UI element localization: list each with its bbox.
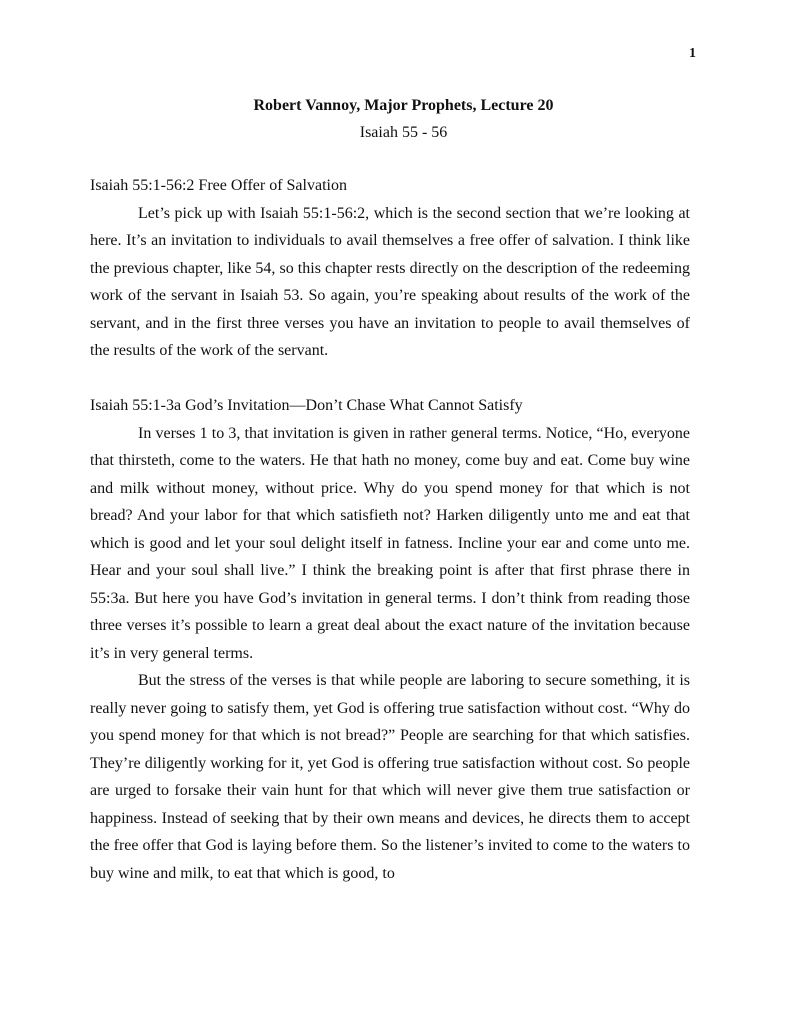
document-title: Robert Vannoy, Major Prophets, Lecture 20 [253,97,554,114]
section-gap [90,365,690,393]
page-number: 1 [689,46,696,61]
document-body [90,172,690,887]
document-subtitle: Isaiah 55 - 56 [359,124,448,141]
section-heading-gods-invitation: Isaiah 55:1-3a God’s Invitation—Don’t Chase What Cannot Satisfy [90,397,523,414]
paragraph: Let’s pick up with Isaiah 55:1-56:2, which is the second section that we’re looking at here. It’s an invitation to individuals to avail themselves a free offer of salvation. I think like the previous chapter, like 54, so this chapter rests directly on the description of the redeeming work of the servant in Isaiah 53. So again, you’re speaking about results of the work of the servant, and in the first three verses you have an invitation to people to avail themselves of the results of the work of the servant. [90,204,690,359]
section-heading-free-offer: Isaiah 55:1-56:2 Free Offer of Salvation [90,177,347,194]
paragraph: But the stress of the verses is that while people are laboring to secure something, it is really never going to satisfy them, yet God is offering true satisfaction without cost. “Why do you spend money for that which is not bread?” People are searching for that which satisfies. They’re diligently working for it, yet God is offering true satisfaction without cost. So people are urged to forsake their vain hunt for that which will never give them true satisfaction or happiness. Instead of seeking that by their own means and devices, he directs them to accept the free offer that God is laying before them. So the listener’s invited to come to the waters to buy wine and milk, to eat that which is good, to [90,672,690,882]
paragraph: In verses 1 to 3, that invitation is given in rather general terms. Notice, “Ho, everyone that thirsteth, come to the waters. He that hath no money, come buy and eat. Come buy wine and milk without money, without price. Why do you spend money for that which is not bread? And your labor for that which satisfieth not? Harken diligently unto me and eat that which is good and let your soul delight itself in fatness. Incline your ear and come unto me. Hear and your soul shall live.” I think the breaking point is after that first phrase there in 55:3a. But here you have God’s invitation in general terms. I don’t think from reading those three verses it’s possible to learn a great deal about the exact nature of the invitation because it’s in very general terms. [90,424,690,662]
